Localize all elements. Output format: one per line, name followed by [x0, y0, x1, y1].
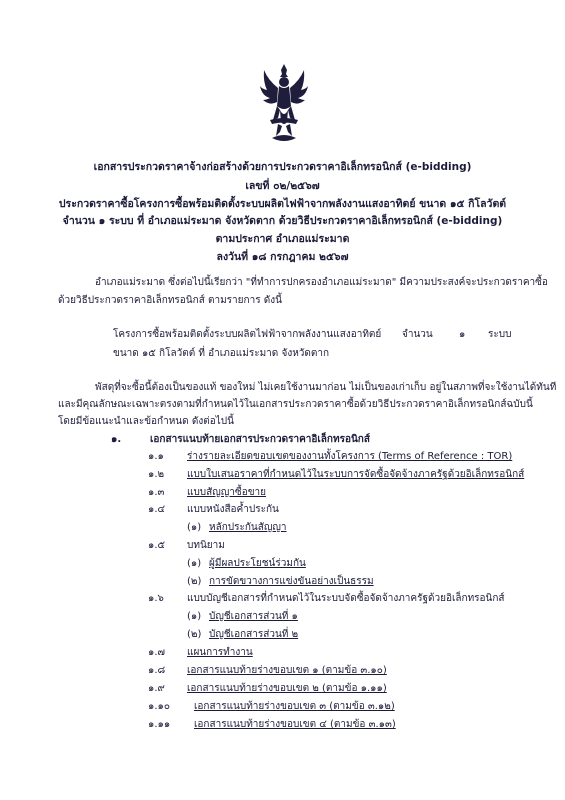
sub-item-number: (๑)	[187, 611, 202, 622]
attachment-link-doc-list-1[interactable]: บัญชีเอกสารส่วนที่ ๑	[209, 611, 298, 622]
attachment-link-doc-list-2[interactable]: บัญชีเอกสารส่วนที่ ๒	[209, 629, 299, 640]
project-description-cont: ขนาด ๑๕ กิโลวัตต์ ที่ อำเภอแม่ระมาด จังหวัดตาก	[113, 348, 330, 359]
document-title: เอกสารประกวดราคาจ้างก่อสร้างด้วยการประกวดราคาอิเล็กทรอนิกส์ (e-bidding)	[93, 161, 472, 173]
section-number: ๑.	[111, 434, 122, 445]
item-number: ๑.๘	[148, 665, 166, 676]
announcement-date: ลงวันที่ ๑๘ กรกฎาคม ๒๕๖๗	[216, 251, 349, 263]
sub-item-number: (๑)	[187, 522, 202, 533]
attachment-link-scope-2[interactable]: เอกสารแนบท้ายร่างขอบเขต ๒ (ตามข้อ ๑.๑๑)	[187, 683, 387, 694]
attachment-link-scope-1[interactable]: เอกสารแนบท้ายร่างขอบเขต ๑ (ตามข้อ ๓.๑๐)	[187, 665, 387, 676]
item-number: ๑.๑๑	[148, 719, 171, 730]
item-number: ๑.๔	[148, 504, 166, 515]
attachment-link-work-plan[interactable]: แผนการทำงาน	[187, 647, 253, 658]
list-item-label: แบบหนังสือค้ำประกัน	[187, 504, 279, 515]
section-title: เอกสารแนบท้ายเอกสารประกวดราคาอิเล็กทรอนิกส์	[150, 434, 370, 445]
document-number: เลขที่ ๐๒/๒๕๖๗	[245, 180, 320, 192]
item-number: ๑.๒	[148, 469, 165, 480]
attachment-link-scope-3[interactable]: เอกสารแนบท้ายร่างขอบเขต ๓ (ตามข้อ ๓.๑๒)	[194, 701, 395, 712]
item-number: ๑.๖	[148, 593, 164, 604]
project-description: โครงการซื้อพร้อมติดตั้งระบบผลิตไฟฟ้าจากพลังงานแสงอาทิตย์	[113, 329, 382, 340]
project-qty-label: จำนวน	[402, 329, 433, 340]
announcement-reference: ตามประกาศ อำเภอแม่ระมาด	[215, 233, 350, 245]
project-qty-value: ๑	[459, 329, 466, 340]
attachment-link-contract[interactable]: แบบสัญญาซื้อขาย	[187, 487, 267, 498]
list-item-label: บทนิยาม	[187, 540, 225, 551]
attachment-link-quotation-form[interactable]: แบบใบเสนอราคาที่กำหนดไว้ในระบบการจัดซื้อจัดจ้างภาครัฐด้วยอิเล็กทรอนิกส์	[187, 469, 525, 480]
intro-paragraph-line-2: ด้วยวิธีประกวดราคาอิเล็กทรอนิกส์ ตามรายการ ดังนี้	[58, 295, 282, 306]
item-number: ๑.๙	[148, 683, 165, 694]
attachment-link-tor[interactable]: ร่างรายละเอียดขอบเขตของงานทั้งโครงการ (Terms of Reference : TOR)	[187, 451, 513, 462]
attachment-link-guarantee[interactable]: หลักประกันสัญญา	[209, 522, 287, 533]
garuda-emblem-icon	[258, 62, 310, 146]
item-number: ๑.๗	[148, 647, 166, 658]
announcement-subject-cont: จำนวน ๑ ระบบ ที่ อำเภอแม่ระมาด จังหวัดตาก ด้วยวิธีประกวดราคาอิเล็กทรอนิกส์ (e-bidding)	[62, 215, 503, 227]
project-qty-unit: ระบบ	[488, 329, 512, 340]
supply-paragraph-line-3: โดยมีข้อแนะนำและข้อกำหนด ดังต่อไปนี้	[58, 416, 234, 427]
attachment-link-obstruction[interactable]: การขัดขวางการแข่งขันอย่างเป็นธรรม	[209, 576, 374, 587]
supply-paragraph-line-2: และมีคุณลักษณะเฉพาะตรงตามที่กำหนดไว้ในเอกสารประกวดราคาซื้อด้วยวิธีประกวดราคาอิเล็กทรอนิกส์ฉบับนี้	[58, 399, 533, 410]
sub-item-number: (๑)	[187, 558, 202, 569]
item-number: ๑.๓	[148, 487, 165, 498]
attachment-link-joint-interest[interactable]: ผู้มีผลประโยชน์ร่วมกัน	[209, 558, 306, 569]
list-item-label: แบบบัญชีเอกสารที่กำหนดไว้ในระบบจัดซื้อจัดจ้างภาครัฐด้วยอิเล็กทรอนิกส์	[187, 593, 505, 604]
sub-item-number: (๒)	[187, 629, 202, 640]
item-number: ๑.๑	[148, 451, 164, 462]
announcement-subject: ประกวดราคาซื้อโครงการซื้อพร้อมติดตั้งระบบผลิตไฟฟ้าจากพลังงานแสงอาทิตย์ ขนาด ๑๕ กิโลวัตต์	[58, 198, 507, 210]
item-number: ๑.๑๐	[148, 701, 170, 712]
sub-item-number: (๒)	[187, 576, 202, 587]
attachment-link-scope-4[interactable]: เอกสารแนบท้ายร่างขอบเขต ๔ (ตามข้อ ๓.๑๓)	[194, 719, 396, 730]
supply-paragraph-line-1: พัสดุที่จะซื้อนี้ต้องเป็นของแท้ ของใหม่ ไม่เคยใช้งานมาก่อน ไม่เป็นของเก่าเก็บ อยู่ในสภาพที่จะใช้งานได้ทันที	[95, 382, 557, 393]
intro-paragraph-line-1: อำเภอแม่ระมาด ซึ่งต่อไปนี้เรียกว่า "ที่ทำการปกครองอำเภอแม่ระมาด" มีความประสงค์จะประกวดราคาซื้อ	[95, 277, 548, 288]
item-number: ๑.๕	[148, 540, 166, 551]
